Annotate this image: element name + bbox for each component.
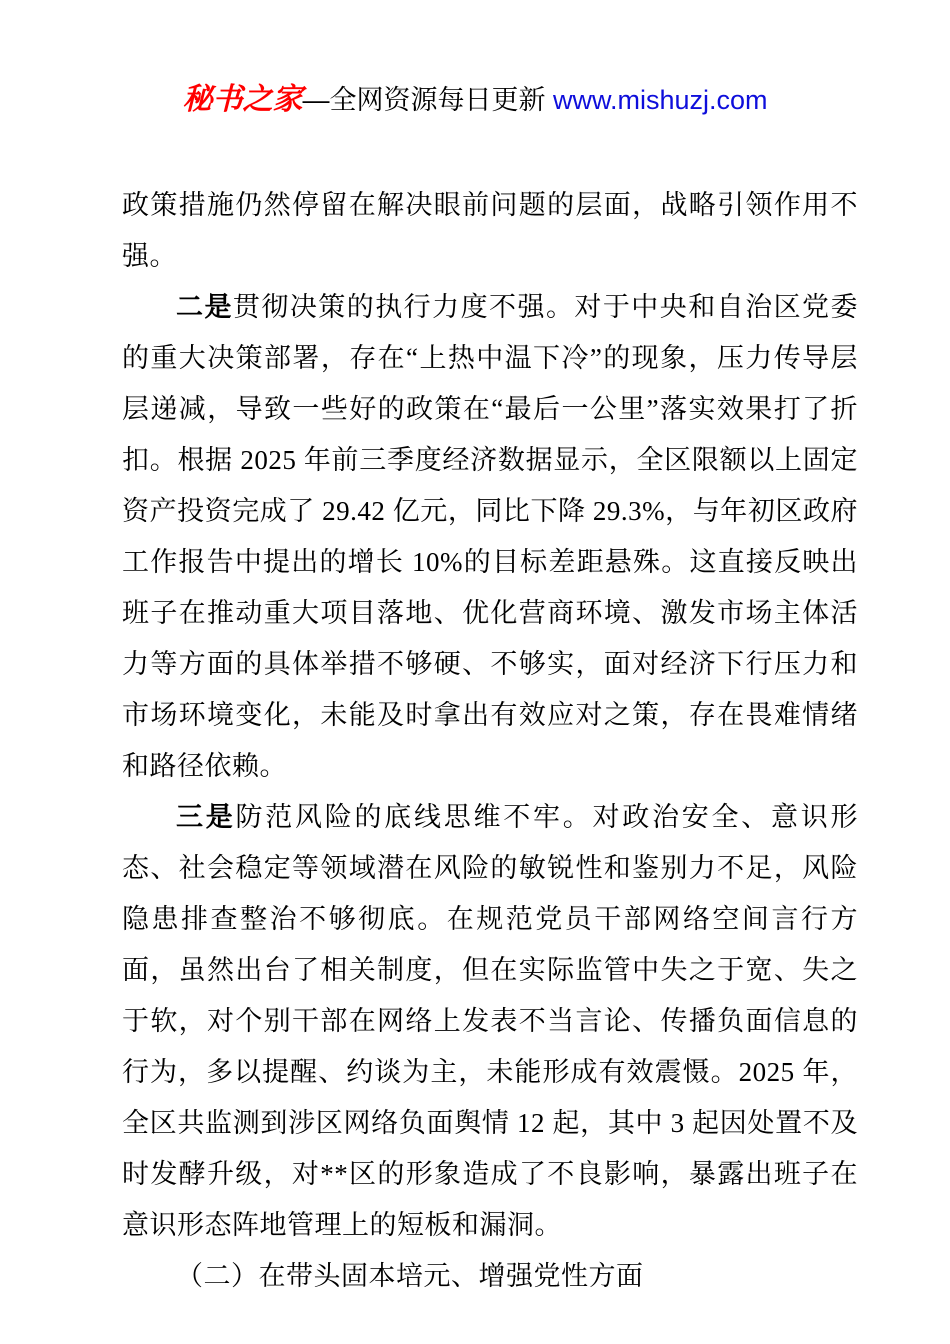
paragraph-lead-label: 二是 [176, 292, 233, 322]
site-url-link[interactable]: www.mishuzj.com [552, 85, 768, 115]
page-header [0, 0, 950, 118]
paragraph-point-two [122, 282, 858, 792]
site-brand-text: 秘书之家 [182, 83, 303, 116]
paragraph-text: 贯彻决策的执行力度不强。对于中央和自治区党委的重大决策部署，存在“上热中温下冷”的现象，压力传导层层递减，导致一些好的政策在“最后一公里”落实效果打了折扣。根据 2025 年前三季度经济数据显示，全区限额以上固定资产投资完成了 29.42 亿元，同比下降 29.3%，与年初区政府工作报告中提出的增长 10%的目标差距悬殊。这直接反映出班子在推动重大项目落地、优化营商环境、激发市场主体活力等方面的具体举措不够硬、不够实，面对经济下行压力和市场环境变化，未能及时拿出有效应对之策，存在畏难情绪和路径依赖。 [122, 292, 859, 781]
paragraph-point-three [122, 792, 858, 1251]
paragraph-text: 政策措施仍然停留在解决眼前问题的层面，战略引领作用不强。 [122, 190, 858, 271]
section-heading: （二）在带头固本培元、增强党性方面 [176, 1261, 644, 1291]
paragraph-continuation [122, 180, 858, 282]
header-tagline: 全网资源每日更新 [329, 85, 553, 115]
document-body [122, 180, 858, 1302]
paragraph-lead-label: 三是 [176, 802, 236, 832]
paragraph-text: 防范风险的底线思维不牢。对政治安全、意识形态、社会稳定等领域潜在风险的敏锐性和鉴别力不足，风险隐患排查整治不够彻底。在规范党员干部网络空间言行方面，虽然出台了相关制度，但在实际监管中失之于宽、失之于软，对个别干部在网络上发表不当言论、传播负面信息的行为，多以提醒、约谈为主，未能形成有效震慑。2025 年，全区共监测到涉区网络负面舆情 12 起，其中 3 起因处置不及时发酵升级，对**区的形象造成了不良影响，暴露出班子在意识形态阵地管理上的短板和漏洞。 [122, 802, 858, 1240]
header-separator: — [302, 85, 330, 115]
